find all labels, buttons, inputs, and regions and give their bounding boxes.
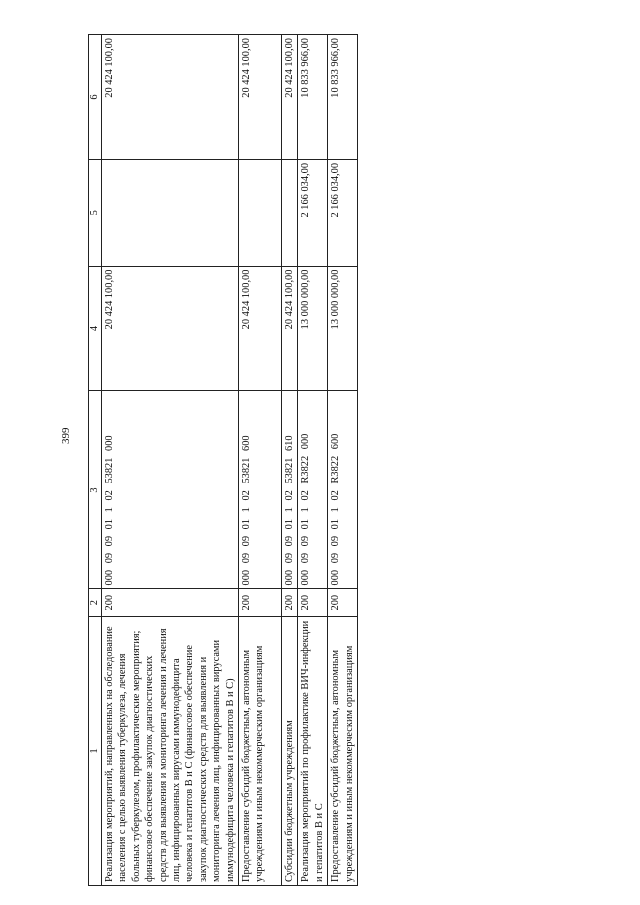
row-col-5 — [281, 159, 297, 266]
row-col-5: 2 166 034,00 — [298, 159, 328, 266]
page-number: 399 — [60, 427, 72, 444]
row-col-4: 20 424 100,00 — [281, 266, 297, 391]
table-row — [328, 35, 358, 886]
row-label: Реализация мероприятий, направленных на обследование населения с целью выявления туберкулеза, лечения больных туберкулезом, профилактические мероприятия; финансовое обеспечение закупок диагностических средств для выявления и мониторинга лечения и лечения лиц, инфицированных вирусами иммунодефицита человека и гепатитов В и С (финансовое обеспечение закупок диагностических средств для выявления и мониторинга лечения лиц, инфицированных вирусами иммунодефицита человека и гепатитов В и С) — [102, 616, 239, 885]
table-row — [281, 35, 297, 886]
row-col-4: 20 424 100,00 — [239, 266, 282, 391]
table-row — [239, 35, 282, 886]
row-label: Реализация мероприятий по профилактике ВИЧ-инфекции и гепатитов В и С — [298, 616, 328, 885]
row-col-4: 13 000 000,00 — [298, 266, 328, 391]
header-col-5: 5 — [89, 159, 102, 266]
budget-table — [88, 34, 358, 886]
row-label: Предоставление субсидий бюджетным, автономным учреждениям и иным некоммерческим организациям — [328, 616, 358, 885]
row-label: Предоставление субсидий бюджетным, автономным учреждениям и иным некоммерческим организациям — [239, 616, 282, 885]
header-col-2: 2 — [89, 589, 102, 616]
header-col-3: 3 — [89, 391, 102, 589]
row-col-4: 20 424 100,00 — [102, 266, 239, 391]
row-col-6: 10 833 966,00 — [328, 35, 358, 160]
row-code: 000 09 09 01 1 02 53821 610 — [281, 391, 297, 589]
row-col-2: 200 — [239, 589, 282, 616]
row-col-5: 2 166 034,00 — [328, 159, 358, 266]
row-col-2: 200 — [328, 589, 358, 616]
header-col-6: 6 — [89, 35, 102, 160]
row-code: 000 09 09 01 1 02 R3822 000 — [298, 391, 328, 589]
row-col-6: 20 424 100,00 — [281, 35, 297, 160]
row-col-2: 200 — [102, 589, 239, 616]
table-row — [298, 35, 328, 886]
table-row — [102, 35, 239, 886]
row-col-2: 200 — [298, 589, 328, 616]
row-col-6: 20 424 100,00 — [239, 35, 282, 160]
row-col-5 — [102, 159, 239, 266]
row-col-5 — [239, 159, 282, 266]
row-label: Субсидии бюджетным учреждениям — [281, 616, 297, 885]
budget-table-sheet — [88, 34, 532, 886]
row-col-4: 13 000 000,00 — [328, 266, 358, 391]
row-code: 000 09 09 01 1 02 53821 600 — [239, 391, 282, 589]
header-col-1: 1 — [89, 616, 102, 885]
row-col-6: 20 424 100,00 — [102, 35, 239, 160]
row-code: 000 09 09 01 1 02 R3822 600 — [328, 391, 358, 589]
header-col-4: 4 — [89, 266, 102, 391]
row-col-6: 10 833 966,00 — [298, 35, 328, 160]
header-row — [89, 35, 102, 886]
row-code: 000 09 09 01 1 02 53821 000 — [102, 391, 239, 589]
row-col-2: 200 — [281, 589, 297, 616]
